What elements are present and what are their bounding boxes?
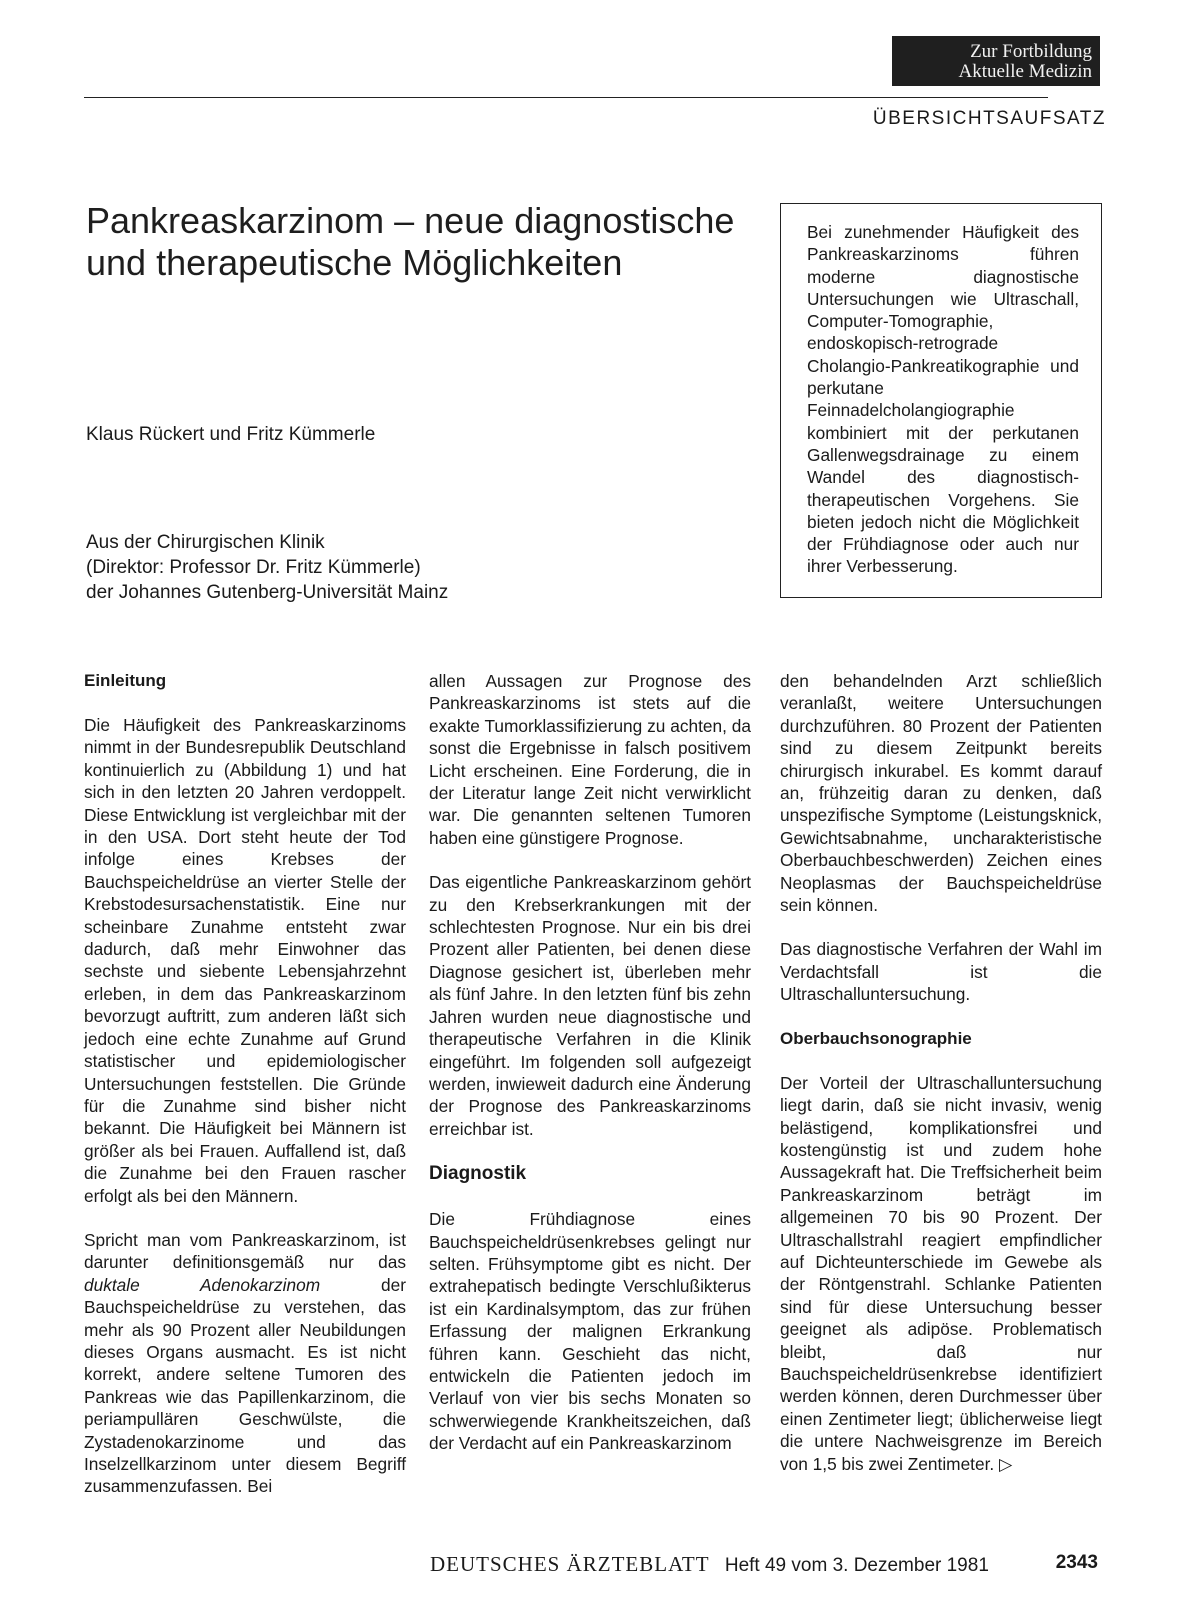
- heading-einleitung: Einleitung: [84, 671, 167, 690]
- article-title: Pankreaskarzinom – neue diagnostische und therapeutische Möglichkeiten: [86, 200, 735, 283]
- paragraph: allen Aussagen zur Prognose des Pankreaskarzinoms ist stets auf die exakte Tumorklassifizierung zu achten, da sonst die Ergebnisse in falsch positivem Licht erscheinen. Eine Forderung, die in der Literatur lange Zeit nicht verwirklicht war. Die genannten seltenen Tumoren haben eine günstigere Prognose.: [429, 671, 751, 848]
- column-3: [780, 670, 1102, 1497]
- text-run: der Bauchspeicheldrüse zu verstehen, das mehr als 90 Prozent aller Neubildungen dieses Organs ausmacht. Es ist nicht korrekt, andere seltene Tumoren des Pankreas wie das Papillenkarzinom, die periampullären Geschwülste, die Zystadenokarzinome und das Inselzellkarzinom unter diesem Begriff zusammenzufassen. Bei: [84, 1274, 406, 1497]
- text-run: Spricht man vom Pankreaskarzinom, ist darunter definitionsgemäß nur das: [84, 1229, 406, 1273]
- affiliation-line-1: Aus der Chirurgischen Klinik: [86, 532, 325, 553]
- heading-diagnostik: Diagnostik: [429, 1163, 527, 1185]
- column-1: [84, 670, 406, 1520]
- affiliation: [86, 530, 448, 605]
- issue-info: Heft 49 vom 3. Dezember 1981: [724, 1555, 989, 1576]
- paragraph: den behandelnden Arzt schließlich veranlaßt, weitere Untersuchungen durchzuführen. 80 Prozent der Patienten sind zu diesem Zeitpunkt bereits chirurgisch inkurabel. Es kommt darauf an, frühzeitig daran zu denken, daß unspezifische Symptome (Leistungsknick, Gewichtsabnahme, uncharakteristische Oberbauchbeschwerden) Zeichen eines Neoplasmas der Bauchspeicheldrüse sein können.: [780, 671, 1102, 916]
- paragraph: [780, 1072, 1102, 1475]
- badge-line-1: Zur Fortbildung: [970, 41, 1092, 62]
- abstract-text: Bei zunehmender Häufigkeit des Pankreaskarzinoms führen moderne diagnostische Untersuchungen wie Ultraschall, Computer-Tomographie, endoskopisch-retrograde Cholangio-Pankreatikographie und perkutane Feinnadelcholangiographie kombiniert mit der perkutanen Gallenwegsdrainage zu einem Wandel des diagnostisch-therapeutischen Vorgehens. Sie bieten jedoch nicht die Möglichkeit der Frühdiagnose oder auch nur ihrer Verbesserung.: [807, 222, 1079, 577]
- affiliation-line-3: der Johannes Gutenberg-Universität Mainz: [86, 582, 449, 603]
- page-footer: [430, 1552, 1102, 1577]
- header-rule: [84, 97, 1048, 98]
- authors: Klaus Rückert und Fritz Kümmerle: [86, 424, 376, 445]
- affiliation-line-2: (Direktor: Professor Dr. Fritz Kümmerle): [86, 557, 421, 578]
- badge-line-2: Aktuelle Medizin: [958, 61, 1092, 82]
- abstract-box: [780, 203, 1102, 598]
- emphasis: duktale Adenokarzinom: [84, 1274, 321, 1295]
- page-number: 2343: [1055, 1552, 1098, 1573]
- section-label: ÜBERSICHTSAUFSATZ: [872, 108, 1106, 129]
- continue-arrow-icon: ▷: [999, 1453, 1013, 1474]
- paragraph: Die Häufigkeit des Pankreaskarzinoms nimmt in der Bundesrepublik Deutschland kontinuierlich zu (Abbildung 1) und hat sich in den letzten 20 Jahren verdoppelt. Diese Entwicklung ist vergleichbar mit der in den USA. Dort steht heute der Tod infolge eines Krebses der Bauchspeicheldrüse an vierter Stelle der Krebstodesursachenstatistik. Eine nur scheinbare Zunahme entsteht zwar dadurch, daß mehr Einwohner das sechste und siebente Lebensjahrzehnt erleben, in dem das Pankreaskarzinom bevorzugt auftritt, zum anderen läßt sich jedoch eine echte Zunahme auf Grund statistischer und epidemiologischer Untersuchungen feststellen. Die Gründe für die Zunahme sind bisher nicht bekannt. Die Häufigkeit bei Männern ist größer als bei Frauen. Auffallend ist, daß die Zunahme bei den Frauen rascher erfolgt als bei den Männern.: [84, 715, 406, 1206]
- text-run: Der Vorteil der Ultraschalluntersuchung liegt darin, daß sie nicht invasiv, wenig belästigend, komplikationsfrei und kostengünstig ist und zudem hohe Aussagekraft hat. Die Treffsicherheit beim Pankreaskarzinom beträgt im allgemeinen 70 bis 90 Prozent. Der Ultraschallstrahl reagiert empfindlicher auf Dichteunterschiede im Gewebe als der Röntgenstrahl. Schlanke Patienten sind für diese Untersuchung besser geeignet als adipöse. Problematisch bleibt, daß nur Bauchspeicheldrüsenkrebse identifiziert werden können, deren Durchmesser über einen Zentimeter liegt; üblicherweise liegt die untere Nachweisgrenze im Bereich von 1,5 bis zwei Zentimeter.: [780, 1072, 1102, 1474]
- paragraph: [84, 1229, 406, 1498]
- heading-oberbauchsonographie: Oberbauchsonographie: [780, 1028, 972, 1048]
- section-badge: [892, 36, 1100, 86]
- journal-name: DEUTSCHES ÄRZTEBLATT: [430, 1552, 710, 1576]
- paragraph: Das eigentliche Pankreaskarzinom gehört zu den Krebserkrankungen mit der schlechtesten Prognose. Nur ein bis drei Prozent aller Patienten, bei denen diese Diagnose gesichert ist, überleben mehr als fünf Jahre. In den letzten fünf bis zehn Jahren wurden neue diagnostische und therapeutische Verfahren in die Klinik eingeführt. Im folgenden soll aufgezeigt werden, inwieweit dadurch eine Änderung der Prognose des Pankreaskarzinoms erreichbar ist.: [429, 872, 751, 1139]
- paragraph: Die Frühdiagnose eines Bauchspeicheldrüsenkrebses gelingt nur selten. Frühsymptome gibt es nicht. Der extrahepatisch bedingte Verschlußikterus ist ein Kardinalsymptom, das zur frühen Erfassung der malignen Erkrankung führen kann. Geschieht das nicht, entwickeln die Patienten jedoch im Verlauf von vier bis sechs Monaten so schwerwiegende Krankheitszeichen, daß der Verdacht auf ein Pankreaskarzinom: [429, 1209, 751, 1454]
- paragraph: Das diagnostische Verfahren der Wahl im Verdachtsfall ist die Ultraschalluntersuchung.: [780, 939, 1102, 1005]
- column-2: [429, 670, 751, 1477]
